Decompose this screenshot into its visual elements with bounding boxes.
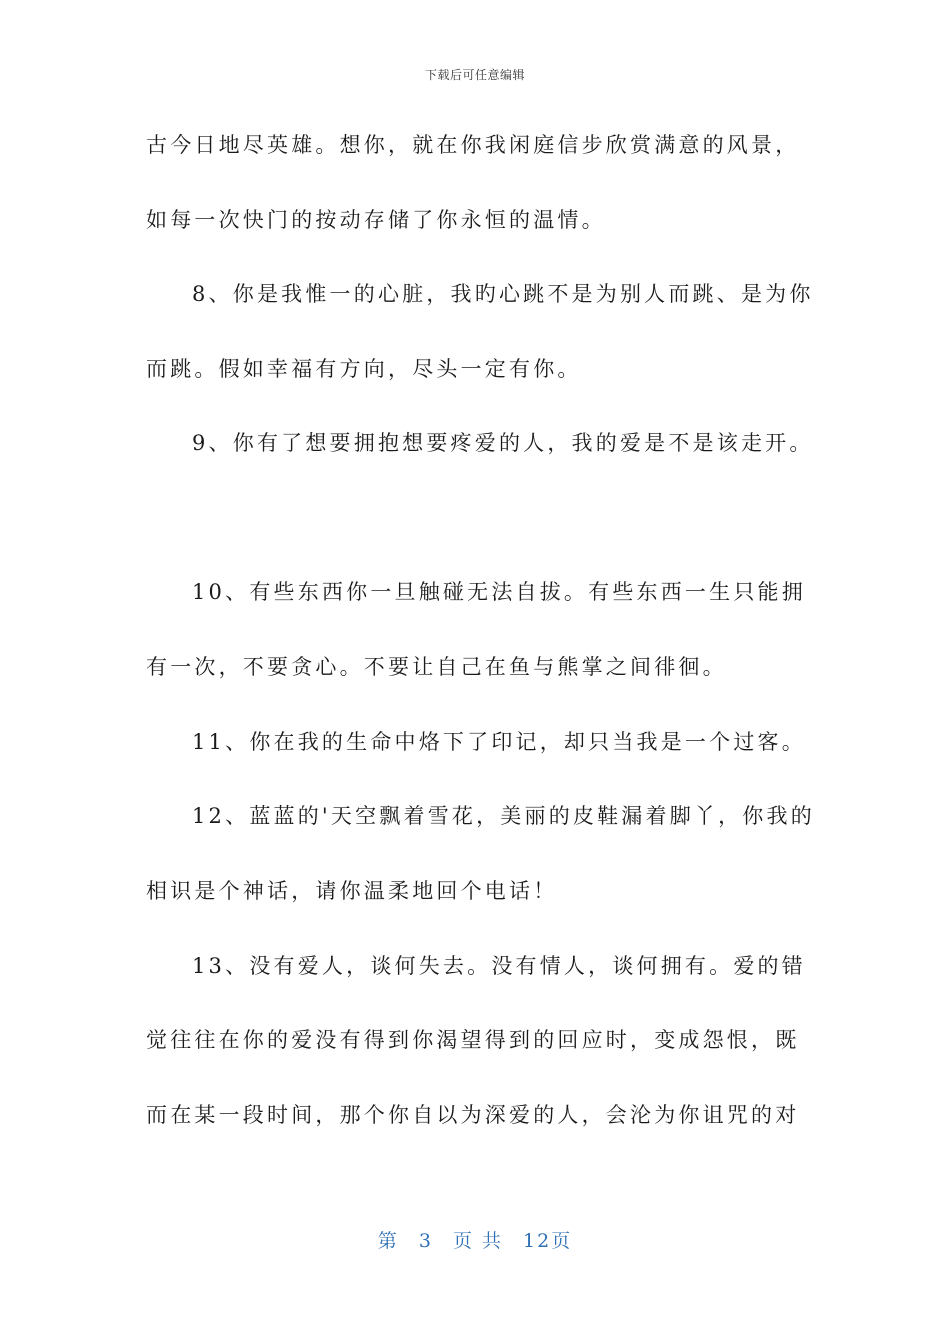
footer-middle: 页 共 — [452, 1230, 503, 1252]
list-item-10-line-2: 有一次，不要贪心。不要让自己在鱼与熊掌之间徘徊。 — [146, 655, 727, 679]
list-item-12-line-1: 12、蓝蓝的'天空飘着雪花，美丽的皮鞋漏着脚丫，你我的 — [192, 804, 815, 828]
text-line: 如每一次快门的按动存储了你永恒的温情。 — [146, 208, 606, 232]
page-footer — [0, 1226, 950, 1253]
list-item-11: 11、你在我的生命中烙下了印记，却只当我是一个过客。 — [192, 730, 806, 754]
page-header: 下载后可任意编辑 — [424, 68, 525, 82]
list-item-9: 9、你有了想要拥抱想要疼爱的人，我的爱是不是该走开。 — [192, 431, 814, 455]
footer-prefix: 第 — [377, 1230, 399, 1252]
list-item-13-line-2: 觉往往在你的爱没有得到你渴望得到的回应时，变成怨恨，既 — [146, 1028, 800, 1052]
footer-total-pages: 12页 — [523, 1230, 573, 1252]
list-item-8-line-1: 8、你是我惟一的心脏，我旳心跳不是为别人而跳、是为你 — [192, 282, 814, 306]
footer-current-page: 3 — [418, 1230, 433, 1252]
list-item-13-line-3: 而在某一段时间，那个你自以为深爱的人，会沦为你诅咒的对 — [146, 1103, 800, 1127]
list-item-8-line-2: 而跳。假如幸福有方向，尽头一定有你。 — [146, 357, 582, 381]
list-item-10-line-1: 10、有些东西你一旦触碰无法自拔。有些东西一生只能拥 — [192, 580, 806, 604]
text-line: 古今日地尽英雄。想你，就在你我闲庭信步欣赏满意的风景， — [146, 133, 800, 157]
list-item-12-line-2: 相识是个神话，请你温柔地回个电话！ — [146, 879, 558, 903]
list-item-13-line-1: 13、没有爱人，谈何失去。没有情人，谈何拥有。爱的错 — [192, 954, 806, 978]
